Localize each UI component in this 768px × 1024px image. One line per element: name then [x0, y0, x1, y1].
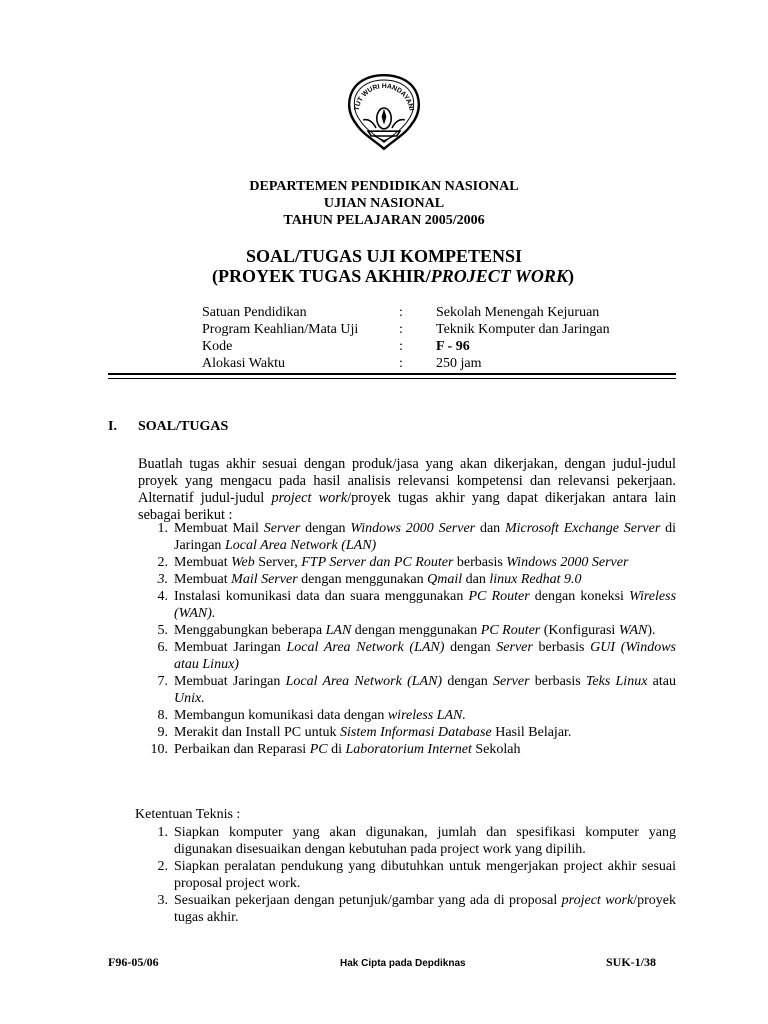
- task-item: [138, 741, 676, 758]
- title-line-2-prefix: (PROYEK TUGAS AKHIR/: [212, 266, 431, 286]
- list-text: Membuat Jaringan Local Area Network (LAN) dengan Server berbasis Teks Linux atau Unix.: [174, 674, 676, 706]
- info-separator: :: [399, 322, 403, 337]
- title-line-2: [18, 266, 768, 286]
- task-item: [138, 639, 676, 673]
- list-number: 2.: [157, 555, 168, 570]
- document-title: [0, 246, 768, 286]
- section-heading: [108, 419, 228, 435]
- ketentuan-list: [138, 824, 676, 926]
- header: [0, 178, 768, 229]
- info-value: Teknik Komputer dan Jaringan: [436, 322, 610, 337]
- title-line-1: SOAL/TUGAS UJI KOMPETENSI: [245, 246, 523, 266]
- list-number: 6.: [157, 640, 168, 655]
- info-table: [202, 304, 696, 372]
- header-ministry: DEPARTEMEN PENDIDIKAN NASIONAL: [249, 179, 519, 194]
- intro-paragraph: [138, 456, 676, 524]
- list-number: 7.: [157, 674, 168, 689]
- task-item: [138, 707, 676, 724]
- title-line-2-italic: PROJECT WORK: [430, 266, 568, 286]
- list-text: Menggabungkan beberapa LAN dengan menggunakan PC Router (Konfigurasi WAN).: [174, 623, 656, 638]
- info-separator: :: [399, 305, 403, 320]
- task-item: [138, 554, 676, 571]
- list-text: Merakit dan Install PC untuk Sistem Informasi Database Hasil Belajar.: [174, 725, 572, 740]
- info-label: Program Keahlian/Mata Uji: [202, 322, 359, 337]
- list-number: 2.: [157, 859, 168, 874]
- list-text: Membangun komunikasi data dengan wireless LAN.: [174, 708, 466, 723]
- list-text: Membuat Mail Server dengan Windows 2000 Server dan Microsoft Exchange Server di Jaringan Local Area Network (LAN): [174, 521, 676, 553]
- list-number: 10.: [150, 742, 168, 757]
- title-line-2-suffix: ): [567, 266, 574, 286]
- ketentuan-item: [138, 858, 676, 892]
- intro-text-1: Buatlah tugas akhir sesuai dengan produk/jasa yang akan dikerjakan, dengan judul-judul proyek yang mengacu pada hasil analisis relevansi kompetensi dan relevansi pekerjaan. Alternatif judul-judul: [138, 456, 676, 506]
- svg-text:TUT WURI HANDAYANI: [354, 83, 415, 111]
- task-item: [138, 588, 676, 622]
- info-label: Kode: [202, 339, 233, 354]
- list-text: Perbaikan dan Reparasi PC di Laboratorium Internet Sekolah: [174, 742, 521, 757]
- task-item: [138, 622, 676, 639]
- list-number: 1.: [157, 521, 168, 536]
- info-label: Satuan Pendidikan: [202, 305, 307, 320]
- info-value: 250 jam: [436, 356, 482, 371]
- footer-copyright: Hak Cipta pada Depdiknas: [340, 958, 466, 969]
- task-item: [138, 571, 676, 588]
- task-list: [138, 520, 676, 758]
- list-text: Siapkan peralatan pendukung yang dibutuhkan untuk mengerjakan project akhir sesuai proposal project work.: [174, 859, 676, 891]
- info-row: [202, 338, 696, 355]
- seal-text: TUT WURI HANDAYANI: [353, 82, 415, 112]
- list-text: Membuat Mail Server dengan menggunakan Qmail dan linux Redhat 9.0: [174, 572, 582, 587]
- info-row: [202, 304, 696, 321]
- info-row: [202, 321, 696, 338]
- info-label: Alokasi Waktu: [202, 356, 285, 371]
- list-text: Membuat Web Server, FTP Server dan PC Router berbasis Windows 2000 Server: [174, 555, 629, 570]
- info-separator: :: [399, 339, 403, 354]
- task-item: [138, 673, 676, 707]
- ketentuan-title: Ketentuan Teknis :: [135, 807, 241, 822]
- info-separator: :: [399, 356, 403, 371]
- ketentuan-item: [138, 892, 676, 926]
- task-item: [138, 520, 676, 554]
- intro-text-italic: project work: [271, 490, 348, 506]
- info-value: F - 96: [436, 339, 470, 354]
- footer-code: F96-05/06: [108, 955, 159, 969]
- header-exam: UJIAN NASIONAL: [323, 196, 445, 211]
- list-number: 3.: [157, 893, 168, 908]
- info-row: [202, 355, 696, 372]
- list-text: Membuat Jaringan Local Area Network (LAN) dengan Server berbasis GUI (Windows atau Linux): [174, 640, 676, 672]
- header-year: TAHUN PELAJARAN 2005/2006: [283, 213, 485, 228]
- section-number: I.: [108, 419, 117, 434]
- tut-wuri-handayani-emblem-icon: [344, 72, 424, 152]
- task-item: [138, 724, 676, 741]
- info-value: Sekolah Menengah Kejuruan: [436, 305, 600, 320]
- list-number: 4.: [157, 589, 168, 604]
- list-number: 3.: [157, 572, 168, 587]
- list-text: Sesuaikan pekerjaan dengan petunjuk/gambar yang ada di proposal project work/proyek tugas akhir.: [174, 893, 676, 925]
- ketentuan-item: [138, 824, 676, 858]
- footer-page: SUK-1/38: [606, 955, 657, 969]
- divider-thin: [108, 378, 676, 379]
- divider-thick: [108, 373, 676, 375]
- intro-text-2: /proyek tugas akhir yang dapat dikerjakan antara lain sebagai berikut :: [138, 490, 677, 523]
- list-text: Instalasi komunikasi data dan suara menggunakan PC Router dengan koneksi Wireless (WAN).: [174, 589, 677, 621]
- list-number: 5.: [157, 623, 168, 638]
- list-text: Siapkan komputer yang akan digunakan, jumlah dan spesifikasi komputer yang digunakan disesuaikan dengan kebutuhan pada project work yang dipilih.: [174, 825, 676, 857]
- list-number: 8.: [157, 708, 168, 723]
- list-number: 1.: [157, 825, 168, 840]
- section-title: SOAL/TUGAS: [138, 419, 229, 434]
- list-number: 9.: [157, 725, 168, 740]
